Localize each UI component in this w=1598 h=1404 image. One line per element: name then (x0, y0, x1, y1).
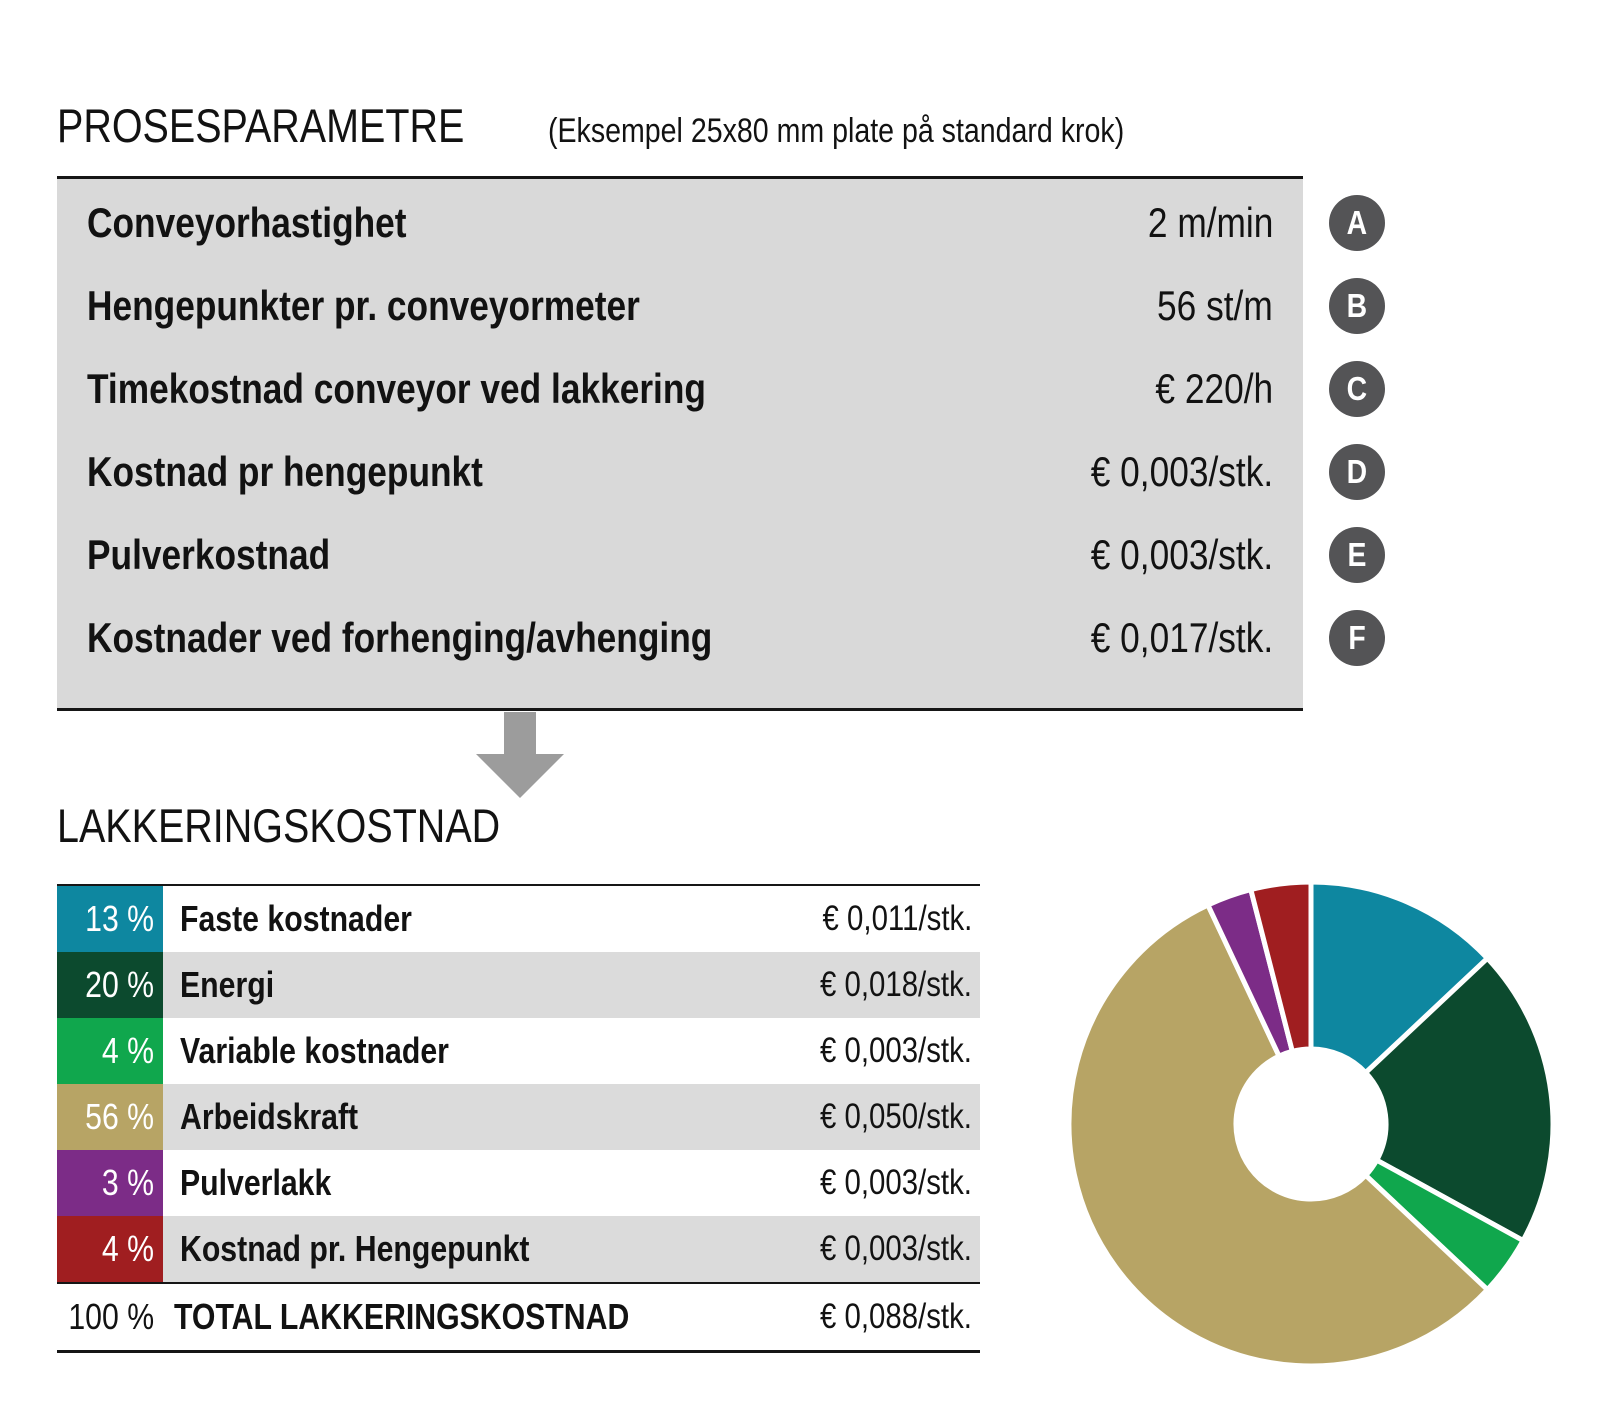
pct-cell: 4 % (57, 1018, 163, 1084)
arrow-shaft (504, 712, 536, 754)
param-label: Timekostnad conveyor ved lakkering (87, 364, 706, 412)
cost-label: Variable kostnader (180, 1030, 449, 1071)
pct-cell: 20 % (57, 952, 163, 1018)
cost-row (57, 1084, 980, 1150)
param-badge-c: C (1329, 361, 1385, 417)
param-badge-a: A (1329, 195, 1385, 251)
param-row (57, 181, 1368, 264)
param-label: Kostnad pr hengepunkt (87, 447, 483, 495)
param-label: Conveyorhastighet (87, 198, 407, 246)
param-badge-e: E (1329, 527, 1385, 583)
total-value: € 0,088/stk. (819, 1297, 972, 1336)
total-pct: 100 % (68, 1296, 154, 1337)
donut-chart (1065, 878, 1557, 1370)
cost-label: Faste kostnader (180, 898, 412, 939)
cost-row (57, 1150, 980, 1216)
param-value: € 0,017/stk. (1090, 613, 1273, 661)
param-row (57, 347, 1368, 430)
param-badge-d: D (1329, 444, 1385, 500)
header (57, 98, 1234, 153)
page-title: PROSESPARAMETRE (57, 99, 465, 152)
param-row (57, 596, 1366, 679)
cost-row (57, 1018, 980, 1084)
cost-value: € 0,050/stk. (819, 1097, 972, 1136)
cost-value: € 0,018/stk. (819, 965, 972, 1004)
cost-row (57, 886, 980, 952)
total-row (57, 1282, 980, 1353)
param-row (57, 264, 1368, 347)
cost-label: Kostnad pr. Hengepunkt (180, 1228, 530, 1269)
cost-label: Arbeidskraft (180, 1096, 359, 1137)
cost-value: € 0,003/stk. (819, 1031, 972, 1070)
pct-cell: 4 % (57, 1216, 163, 1282)
param-label: Hengepunkter pr. conveyormeter (87, 281, 640, 329)
cost-table (57, 884, 980, 1353)
arrow-down-icon (476, 712, 564, 800)
total-label: TOTAL LAKKERINGSKOSTNAD (174, 1296, 630, 1337)
pct-cell: 56 % (57, 1084, 163, 1150)
process-params-table (57, 176, 1368, 711)
param-label: Pulverkostnad (87, 530, 331, 578)
param-value: 2 m/min (1147, 198, 1273, 246)
param-badge-b: B (1329, 278, 1385, 334)
param-label: Kostnader ved forhenging/avhenging (87, 613, 713, 661)
param-badge-f: F (1329, 610, 1385, 666)
param-value: € 0,003/stk. (1090, 447, 1273, 495)
cost-label: Energi (180, 964, 275, 1005)
param-row (57, 513, 1367, 596)
cost-value: € 0,003/stk. (819, 1229, 972, 1268)
param-value: 56 st/m (1157, 281, 1273, 329)
pct-cell: 13 % (57, 886, 163, 952)
pct-cell: 3 % (57, 1150, 163, 1216)
arrow-head (476, 754, 564, 798)
param-row (57, 430, 1368, 513)
cost-row (57, 1216, 980, 1282)
section-title: LAKKERINGSKOSTNAD (57, 799, 501, 852)
cost-label: Pulverlakk (180, 1162, 332, 1203)
cost-value: € 0,003/stk. (819, 1163, 972, 1202)
cost-value: € 0,011/stk. (822, 899, 972, 938)
param-value: € 220/h (1155, 364, 1273, 412)
page-subtitle: (Eksempel 25x80 mm plate på standard krok) (547, 112, 1125, 150)
param-value: € 0,003/stk. (1090, 530, 1273, 578)
cost-row (57, 952, 980, 1018)
